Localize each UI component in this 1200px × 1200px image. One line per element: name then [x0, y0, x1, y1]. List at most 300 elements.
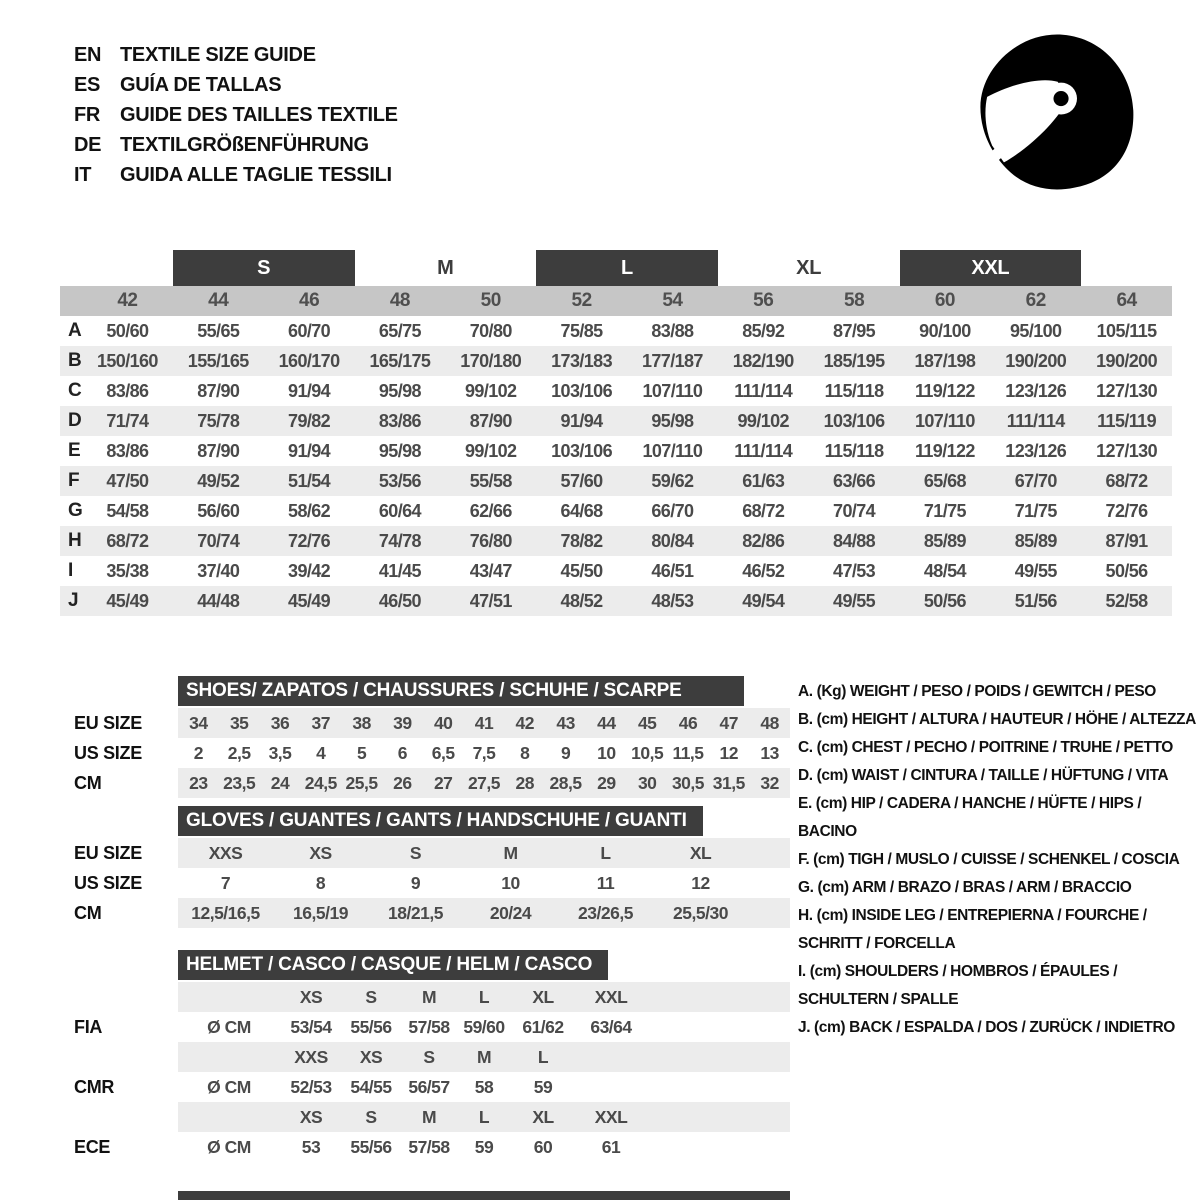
size-value: 31,5 [712, 772, 745, 793]
language-code: FR [74, 103, 101, 126]
size-value: 3,5 [268, 742, 292, 763]
size-value: 18/21,5 [388, 902, 443, 923]
size-value: 61 [601, 1136, 621, 1157]
size-value: 64/68 [560, 500, 603, 521]
language-code: EN [74, 43, 102, 66]
size-value: 59 [533, 1076, 553, 1097]
legend-item: H. (cm) INSIDE LEG / ENTREPIERNA / FOURCHE / SCHRITT / FORCELLA [798, 907, 1147, 952]
size-value: 60/64 [378, 500, 421, 521]
size-value: 91/94 [560, 410, 603, 431]
size-value: 50/60 [106, 320, 149, 341]
size-value: XXS [208, 842, 243, 863]
size-value: 60 [533, 1136, 553, 1157]
section-row [60, 868, 796, 898]
language-row [74, 40, 398, 70]
size-value: 123/126 [1005, 440, 1067, 461]
size-value: XL [689, 842, 712, 863]
language-row [74, 70, 398, 100]
size-band-l: L [536, 250, 718, 286]
size-value: 55/56 [350, 1136, 392, 1157]
size-value: 99/102 [465, 440, 517, 461]
size-value: 57/58 [408, 1136, 450, 1157]
size-value: 12,5/16,5 [191, 902, 260, 923]
size-band-row [60, 250, 1172, 286]
size-value: 84/88 [833, 530, 876, 551]
size-value: 111/114 [1006, 410, 1065, 431]
section-row [60, 708, 796, 738]
size-value: 49/54 [742, 590, 785, 611]
size-value: 68/72 [106, 530, 149, 551]
size-value: 83/86 [378, 410, 421, 431]
size-value: 9 [560, 742, 571, 763]
size-value: 173/183 [551, 350, 613, 371]
language-code: IT [74, 163, 92, 186]
size-value: 47 [719, 712, 739, 733]
size-value: 67/70 [1014, 470, 1057, 491]
size-band-xxl: XXL [900, 250, 1082, 286]
size-value: 16,5/19 [293, 902, 348, 923]
legend-item: G. (cm) ARM / BRAZO / BRAS / ARM / BRACCIO [798, 879, 1132, 896]
size-value: 53/56 [378, 470, 421, 491]
helmet-size: XXS [294, 1046, 328, 1067]
size-value: 45/49 [288, 590, 331, 611]
helmet-size: XS [359, 1046, 383, 1067]
size-number-band [60, 286, 1172, 316]
section-row [60, 738, 796, 768]
size-value: 43 [556, 712, 575, 733]
size-value: 32 [760, 772, 779, 793]
table-row [60, 526, 1172, 556]
size-value: 23/26,5 [578, 902, 633, 923]
size-value: 27 [433, 772, 453, 793]
language-title: GUIDA ALLE TAGLIE TESSILI [120, 163, 392, 186]
size-value: 99/102 [737, 410, 789, 431]
size-value: 83/88 [651, 320, 694, 341]
language-title-list [74, 40, 398, 190]
language-row [74, 100, 398, 130]
row-values [178, 868, 790, 898]
language-title: TEXTILE SIZE GUIDE [120, 43, 316, 66]
size-value: 47/51 [469, 590, 512, 611]
size-value: 87/90 [197, 440, 240, 461]
size-value: 28 [515, 772, 535, 793]
row-label [60, 982, 178, 1012]
table-row [60, 316, 1172, 346]
row-letter: D [68, 410, 82, 431]
size-value: 85/92 [742, 320, 785, 341]
row-values [178, 1012, 790, 1042]
size-value: 20/24 [489, 902, 532, 923]
helmet-size: S [365, 986, 377, 1007]
size-value: 119/122 [914, 380, 975, 401]
size-value: 65/75 [378, 320, 421, 341]
size-value: 39 [393, 712, 412, 733]
legend-item: E. (cm) HIP / CADERA / HANCHE / HÜFTE / HIPS / BACINO [798, 795, 1142, 840]
helmet-size: L [537, 1046, 549, 1067]
size-value: 2,5 [227, 742, 251, 763]
language-row [74, 160, 398, 190]
row-values [178, 738, 790, 768]
size-value: 39/42 [288, 560, 331, 581]
size-value: 10 [501, 872, 520, 893]
size-value: 10,5 [631, 742, 664, 763]
table-row [60, 376, 1172, 406]
size-value: 46/52 [742, 560, 785, 581]
size-value: 87/91 [1105, 530, 1148, 551]
row-letter: J [68, 590, 79, 611]
unit-spacer [178, 1102, 280, 1132]
helmet-size: XXL [594, 986, 628, 1007]
helmet-sizes-row [60, 1102, 796, 1132]
row-values [178, 898, 790, 928]
size-value: 5 [356, 742, 367, 763]
size-value: 30,5 [671, 772, 705, 793]
size-value: 91/94 [288, 440, 331, 461]
racing-helmet-icon [972, 28, 1140, 196]
size-value: 48/52 [560, 590, 603, 611]
size-value: 185/195 [823, 350, 885, 371]
size-value: 54/55 [350, 1076, 392, 1097]
legend-item: C. (cm) CHEST / PECHO / POITRINE / TRUHE / PETTO [798, 739, 1173, 756]
row-values [178, 1132, 790, 1162]
size-number: 48 [389, 290, 410, 311]
size-value: 90/100 [919, 320, 971, 341]
size-value: 8 [315, 872, 326, 893]
size-value: 7 [220, 872, 231, 893]
size-value: 190/200 [1005, 350, 1067, 371]
size-value: 62/66 [469, 500, 512, 521]
row-letter: G [68, 500, 83, 521]
size-value: 58/62 [288, 500, 331, 521]
size-value: 46 [678, 712, 698, 733]
size-value: 57/58 [408, 1016, 450, 1037]
size-value: 57/60 [560, 470, 603, 491]
size-value: 54/58 [106, 500, 149, 521]
row-values [178, 1102, 790, 1132]
helmet-section-header: HELMET / CASCO / CASQUE / HELM / CASCO [178, 950, 608, 980]
legend-item: B. (cm) HEIGHT / ALTURA / HAUTEUR / HÖHE / ALTEZZA [798, 711, 1196, 728]
size-value: 52/53 [290, 1076, 332, 1097]
size-value: 103/106 [551, 380, 613, 401]
size-value: 95/98 [378, 380, 421, 401]
size-value: 60/70 [288, 320, 331, 341]
legend-item: D. (cm) WAIST / CINTURA / TAILLE / HÜFTUNG / VITA [798, 767, 1169, 784]
size-value: 107/110 [642, 440, 703, 461]
helmet-size: XL [532, 1106, 554, 1127]
row-label [60, 1102, 178, 1132]
size-value: 24,5 [304, 772, 337, 793]
size-value: 78/82 [560, 530, 603, 551]
size-value: 35 [229, 712, 249, 733]
size-value: 41/45 [378, 560, 421, 581]
helmet-sizes-row [60, 1042, 796, 1072]
size-value: 45/50 [560, 560, 603, 581]
size-value: 34 [189, 712, 208, 733]
helmet-size: XS [299, 1106, 323, 1127]
table-row [60, 406, 1172, 436]
textile-rows [60, 316, 1172, 616]
textile-size-table [60, 250, 1172, 616]
table-row [60, 346, 1172, 376]
helmet-rows [60, 982, 796, 1162]
size-value: 150/160 [96, 350, 158, 371]
size-number: 46 [299, 290, 320, 311]
size-value: 65/68 [923, 470, 966, 491]
size-value: 36 [270, 712, 290, 733]
row-letter: H [68, 530, 82, 551]
language-code: ES [74, 73, 101, 96]
size-value: 23 [189, 772, 208, 793]
size-value: 35/38 [106, 560, 149, 581]
size-value: 2 [193, 742, 204, 763]
size-value: 103/106 [823, 410, 885, 431]
helmet-size: XXL [594, 1106, 628, 1127]
size-value: 4 [316, 742, 326, 763]
size-band-s: S [173, 250, 355, 286]
gloves-section-header: GLOVES / GUANTES / GANTS / HANDSCHUHE / GUANTI [178, 806, 703, 836]
row-letter: A [68, 320, 82, 341]
helmet-values-row [60, 1072, 796, 1102]
size-value: 38 [352, 712, 371, 733]
shoes-rows [60, 708, 796, 798]
size-number: 44 [208, 290, 229, 311]
size-value: 72/76 [288, 530, 331, 551]
size-value: 43/47 [469, 560, 512, 581]
size-value: 83/86 [106, 440, 149, 461]
size-value: 74/78 [378, 530, 421, 551]
size-value: 61/63 [742, 470, 785, 491]
size-value: 37/40 [197, 560, 240, 581]
size-value: S [409, 842, 422, 863]
helmet-size: XL [532, 986, 554, 1007]
size-value: 87/90 [197, 380, 240, 401]
row-label: EU SIZE [74, 842, 142, 863]
size-value: 27,5 [467, 772, 501, 793]
unit-spacer [178, 1042, 280, 1072]
size-value: 55/65 [197, 320, 240, 341]
helmet-values-row [60, 1132, 796, 1162]
size-value: 56/60 [197, 500, 240, 521]
unit-label: Ø CM [207, 1076, 251, 1097]
unit-label: Ø CM [207, 1136, 251, 1157]
size-value: 87/90 [469, 410, 512, 431]
size-value: 11 [596, 872, 615, 893]
size-value: 160/170 [278, 350, 340, 371]
row-letter: E [68, 440, 81, 461]
row-values [178, 982, 790, 1012]
helmet-size: S [423, 1046, 435, 1067]
row-label: US SIZE [74, 872, 142, 893]
size-value: 155/165 [187, 350, 249, 371]
size-value: 119/122 [914, 440, 975, 461]
size-value: 75/85 [560, 320, 603, 341]
size-number: 64 [1116, 290, 1137, 311]
language-row [74, 130, 398, 160]
size-value: 71/74 [106, 410, 149, 431]
size-value: 52/58 [1105, 590, 1148, 611]
size-value: 61/62 [522, 1016, 564, 1037]
helmet-size: L [478, 986, 490, 1007]
size-value: 127/130 [1096, 440, 1158, 461]
size-value: 63/64 [590, 1016, 632, 1037]
footwear-accessory-tables [60, 676, 796, 1162]
size-value: 46/51 [651, 560, 694, 581]
size-value: 85/89 [923, 530, 966, 551]
size-value: 48/54 [923, 560, 966, 581]
helmet-size: M [421, 986, 437, 1007]
size-value: 12 [691, 872, 710, 893]
standard-label: ECE [74, 1136, 111, 1157]
size-value: 182/190 [732, 350, 794, 371]
size-value: 58 [474, 1076, 494, 1097]
size-value: 28,5 [549, 772, 582, 793]
size-value: 70/74 [197, 530, 240, 551]
size-value: 46/50 [378, 590, 421, 611]
size-value: 107/110 [914, 410, 975, 431]
helmet-size: L [478, 1106, 490, 1127]
size-value: 59/60 [463, 1016, 505, 1037]
size-value: 48 [760, 712, 779, 733]
size-value: 23,5 [223, 772, 256, 793]
helmet-values-row [60, 1012, 796, 1042]
size-value: 79/82 [288, 410, 331, 431]
size-value: 7,5 [472, 742, 496, 763]
size-value: 85/89 [1014, 530, 1057, 551]
size-value: 59 [474, 1136, 494, 1157]
size-value: 29 [597, 772, 616, 793]
standard-label: CMR [74, 1076, 115, 1097]
unit-label: Ø CM [207, 1016, 251, 1037]
size-value: 30 [637, 772, 657, 793]
size-value: 49/55 [833, 590, 876, 611]
size-value: 87/95 [833, 320, 876, 341]
size-value: 105/115 [1096, 320, 1157, 341]
shoes-section-header: SHOES/ ZAPATOS / CHAUSSURES / SCHUHE / SCARPE [178, 676, 744, 706]
size-value: 71/75 [923, 500, 966, 521]
size-value: 6 [397, 742, 407, 763]
size-value: 44/48 [197, 590, 240, 611]
row-label: CM [74, 902, 102, 923]
size-value: 12 [719, 742, 739, 763]
size-value: 95/100 [1010, 320, 1062, 341]
size-value: 111/114 [734, 440, 793, 461]
size-value: 50/56 [1105, 560, 1148, 581]
size-value: 53/54 [290, 1016, 332, 1037]
size-value: 127/130 [1096, 380, 1158, 401]
size-value: 123/126 [1005, 380, 1067, 401]
table-row [60, 496, 1172, 526]
size-value: 45 [637, 712, 657, 733]
size-value: 91/94 [288, 380, 331, 401]
size-number: 58 [844, 290, 865, 311]
size-value: 80/84 [651, 530, 694, 551]
unit-spacer [178, 982, 280, 1012]
size-value: 82/86 [742, 530, 785, 551]
size-value: L [600, 842, 611, 863]
size-value: 56/57 [408, 1076, 450, 1097]
size-number: 52 [571, 290, 592, 311]
size-value: 51/56 [1014, 590, 1057, 611]
row-values [178, 708, 790, 738]
row-values [178, 838, 790, 868]
corner-cell [60, 286, 82, 316]
row-label: CM [74, 772, 102, 793]
size-value: 83/86 [106, 380, 149, 401]
size-value: 8 [520, 742, 530, 763]
size-value: 70/80 [469, 320, 512, 341]
size-value: 49/55 [1014, 560, 1057, 581]
helmet-size: M [476, 1046, 492, 1067]
section-row [60, 768, 796, 798]
size-value: 25,5 [345, 772, 378, 793]
size-value: 71/75 [1014, 500, 1057, 521]
size-value: 107/110 [642, 380, 703, 401]
size-number: 42 [117, 290, 138, 311]
language-code: DE [74, 133, 102, 156]
size-value: 72/76 [1105, 500, 1148, 521]
legend-item: J. (cm) BACK / ESPALDA / DOS / ZURÜCK / INDIETRO [798, 1019, 1175, 1036]
size-value: 68/72 [1105, 470, 1148, 491]
row-label: US SIZE [74, 742, 142, 763]
size-band-xl: XL [796, 256, 822, 279]
size-value: M [503, 842, 518, 863]
size-value: 75/78 [197, 410, 240, 431]
size-value: 45/49 [106, 590, 149, 611]
row-values [178, 1072, 790, 1102]
size-value: 170/180 [460, 350, 522, 371]
size-value: 165/175 [369, 350, 431, 371]
size-value: XS [309, 842, 332, 863]
size-value: 26 [393, 772, 412, 793]
size-value: 37 [311, 712, 331, 733]
measurement-legend [798, 678, 1196, 1042]
size-band-m: M [437, 256, 454, 279]
size-value: 40 [433, 712, 453, 733]
size-number: 50 [480, 290, 501, 311]
size-value: 103/106 [551, 440, 613, 461]
size-value: 24 [270, 772, 290, 793]
size-number: 60 [934, 290, 955, 311]
size-value: 51/54 [288, 470, 331, 491]
row-values [178, 1042, 790, 1072]
row-letter: B [68, 350, 82, 371]
helmet-size: XS [299, 986, 323, 1007]
language-title: GUIDE DES TAILLES TEXTILE [120, 103, 398, 126]
size-value: 13 [760, 742, 779, 763]
size-value: 68/72 [742, 500, 785, 521]
size-value: 55/56 [350, 1016, 392, 1037]
size-value: 42 [515, 712, 535, 733]
size-value: 111/114 [734, 380, 793, 401]
row-letter: C [68, 380, 82, 401]
size-value: 99/102 [465, 380, 517, 401]
size-value: 6,5 [431, 742, 455, 763]
helmet-size: M [421, 1106, 437, 1127]
size-value: 95/98 [378, 440, 421, 461]
size-value: 187/198 [914, 350, 976, 371]
size-value: 9 [410, 872, 421, 893]
size-value: 177/187 [641, 350, 703, 371]
section-row [60, 898, 796, 928]
helmet-size: S [365, 1106, 377, 1127]
size-value: 53 [301, 1136, 321, 1157]
row-label: EU SIZE [74, 712, 142, 733]
helmet-sizes-row [60, 982, 796, 1012]
size-value: 115/118 [824, 380, 884, 401]
table-row [60, 586, 1172, 616]
size-value: 95/98 [651, 410, 694, 431]
size-value: 55/58 [469, 470, 512, 491]
